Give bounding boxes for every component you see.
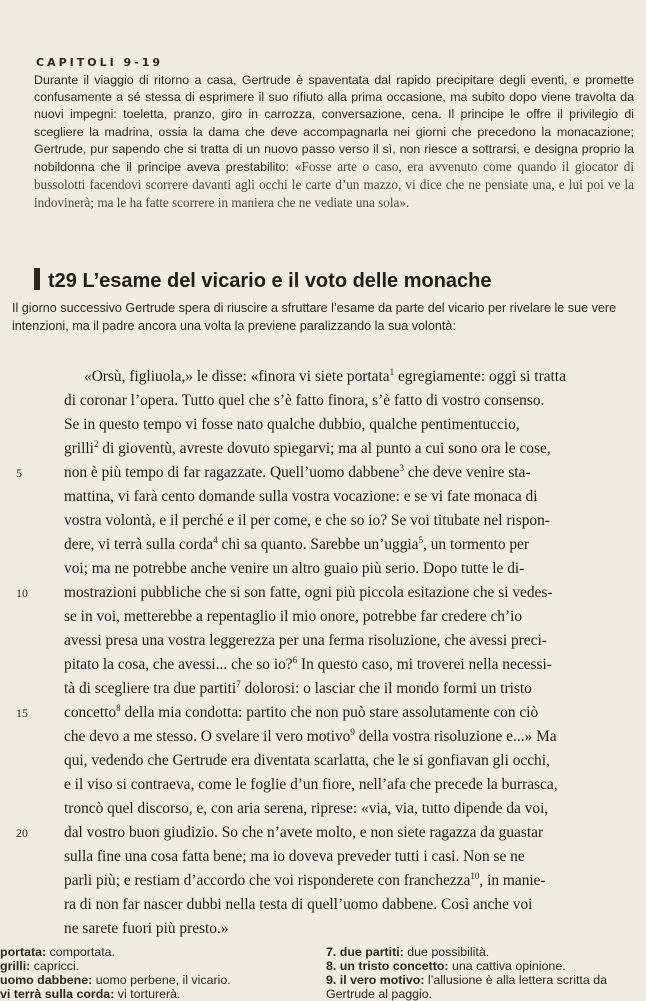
line-number: 5 bbox=[16, 466, 22, 480]
passage-line: pitato la cosa, che avessi... che so io?$^6$ In questo caso, mi troverei nella necessi- bbox=[64, 655, 552, 673]
footnote-mark: 1 bbox=[389, 367, 395, 377]
passage-line: qui, vedendo che Gertrude era diventata scarlatta, che le si gonfiavan gli occhi, bbox=[64, 752, 550, 769]
footnote: portata: comportata. bbox=[0, 945, 115, 959]
footnote-mark: 7 bbox=[236, 679, 241, 689]
line-number: 10 bbox=[16, 586, 28, 600]
passage-line: voi; ma ne potrebbe anche venire un altro guaio più serio. Dopo tutte le di- bbox=[64, 560, 525, 577]
footnote: uomo dabbene: uomo perbene, il vicario. bbox=[0, 973, 231, 987]
passage-line: mattina, vi farà cento domande sulla vostra vocazione: e se vi fate monaca di bbox=[64, 488, 538, 505]
passage-line: troncò quel discorso, e, con aria serena, riprese: «via, via, tutto dipende da voi, bbox=[64, 800, 549, 817]
passage-line: ra di non far nascer dubbi nella testa di quell’uomo dabbene. Così anche voi bbox=[64, 896, 533, 913]
footnote: 8. un tristo concetto: una cattiva opinione. bbox=[326, 959, 566, 973]
intro-quote: «Fosse arte o caso, era avvenuto come quando il giocator di bussolotti facendovi scorrere davanti agli occhi le carte d’un mazzo, vi dice che ne pensiate una, e lui poi ve la indovinerà; ma le ha fatte scorrere in maniera che ne vediate una sola». bbox=[34, 159, 635, 211]
footnote-mark: 2 bbox=[93, 439, 99, 449]
section-number: t29 bbox=[48, 270, 77, 292]
passage-line: dere, vi terrà sulla corda$^4$ chi sa quanto. Sarebbe un’uggia$^5$, un tormento per bbox=[64, 535, 530, 553]
footnote-mark: 6 bbox=[292, 655, 298, 665]
footnote: grilli: capricci. bbox=[0, 959, 80, 973]
passage-line: «Orsù, figliuola,» le disse: «finora vi siete portata$^1$ egregiamente: oggi si tratta bbox=[84, 367, 566, 385]
passage-line: avessi presa una vostra leggerezza per una ferma risoluzione, che avessi preci- bbox=[64, 632, 547, 649]
footnote-mark: 10 bbox=[470, 871, 480, 881]
section-abstract: Il giorno successivo Gertrude spera di riuscire a sfruttare l’esame da parte del vicario per rivelare le sue vere intenzioni, ma il padre ancora una volta la previene paralizzando la sua volontà: bbox=[12, 301, 617, 333]
passage-line: sulla fine una cosa fatta bene; ma io doveva preveder tutti i casi. Non se ne bbox=[64, 848, 525, 865]
passage-line: di coronar l’opera. Tutto quel che s’è fatto finora, s’è fatto di vostro consenso. bbox=[64, 392, 545, 409]
footnote-mark: 8 bbox=[116, 703, 121, 713]
passage-line: non è più tempo di far ragazzate. Quell’uomo dabbene$^3$ che deve venire sta- bbox=[64, 463, 531, 481]
heading-bar bbox=[34, 268, 40, 290]
footnote-mark: 4 bbox=[213, 535, 218, 545]
footnote-mark: 5 bbox=[418, 535, 424, 545]
passage-line: ne sarete fuori più presto.» bbox=[64, 920, 229, 937]
line-number: 20 bbox=[16, 826, 28, 840]
passage-line: dal vostro buon giudizio. So che n’avete molto, e non siete ragazza da guastar bbox=[64, 824, 544, 841]
footnote: 7. due partiti: due possibilità. bbox=[326, 945, 490, 959]
footnote: vi terrà sulla corda: vi torturerà. bbox=[0, 987, 181, 1001]
footnote: Gertrude al paggio. bbox=[326, 987, 433, 1001]
passage-line: grilli$^2$ di gioventù, avreste dovuto spiegarvi; ma al punto a cui sono ora le cose, bbox=[64, 439, 551, 457]
passage-line: tà di scegliere tra due partiti$^7$ dolorosi: o lasciar che il mondo formi un tristo bbox=[64, 679, 532, 697]
passage-line: che devo a me stesso. O svelare il vero motivo$^9$ della vostra risoluzione e...» Ma bbox=[64, 727, 557, 745]
passage-line: vostra volontà, e il perché e il per come, e che so io? Se voi titubate nel rispon- bbox=[64, 512, 550, 529]
line-number: 15 bbox=[16, 706, 28, 720]
passage-line: parli più; e restiam d’accordo che voi risponderete con franchezza$^{10}$, in manie- bbox=[64, 871, 546, 889]
section-title: L’esame del vicario e il voto delle monache bbox=[82, 270, 492, 292]
passage-line: Se in questo tempo vi fosse nato qualche dubbio, qualche pentimentuccio, bbox=[64, 416, 520, 433]
footnote-mark: 3 bbox=[399, 463, 404, 473]
passage-line: concetto$^8$ della mia condotta: partito che non può stare assolutamente con ciò bbox=[64, 703, 539, 721]
intro-text: Durante il viaggio di ritorno a casa, Gertrude è spaventata dal rapido precipitare degli eventi, e promette confusamente a sé stessa di esprimere il suo rifiuto alla prima occasione, ma subito dopo viene travolta da nuovi impegni: toeletta, pranzo, giro in carrozza, conversazione, cena. Il principe le offre il privilegio di scegliere la madrina, ossia la dama che deve accompagnarla nei giorni che precedono la monacazione; Gertrude, pur sapendo che si tratta di un nuovo passo verso il sì, non riesce a sottrarsi, e designa proprio la nobildonna che il principe aveva prestabilito: bbox=[34, 73, 634, 175]
footnote-mark: 9 bbox=[350, 727, 355, 737]
footnote: 9. il vero motivo: l’allusione è alla lettera scritta da bbox=[326, 973, 607, 987]
passage-line: e il viso si contraeva, come le foglie d’un fiore, nell’afa che precede la burrasca, bbox=[64, 776, 558, 793]
intro-paragraph bbox=[34, 72, 634, 213]
section-heading bbox=[34, 268, 492, 294]
running-head: CAPITOLI 9-19 bbox=[36, 56, 164, 69]
passage-line: se in voi, metterebbe a repentaglio il mio onore, potrebbe far credere ch’io bbox=[64, 608, 523, 625]
passage-line: mostrazioni pubbliche che si son fatte, ogni più piccola esitazione che si vedes- bbox=[64, 584, 553, 601]
